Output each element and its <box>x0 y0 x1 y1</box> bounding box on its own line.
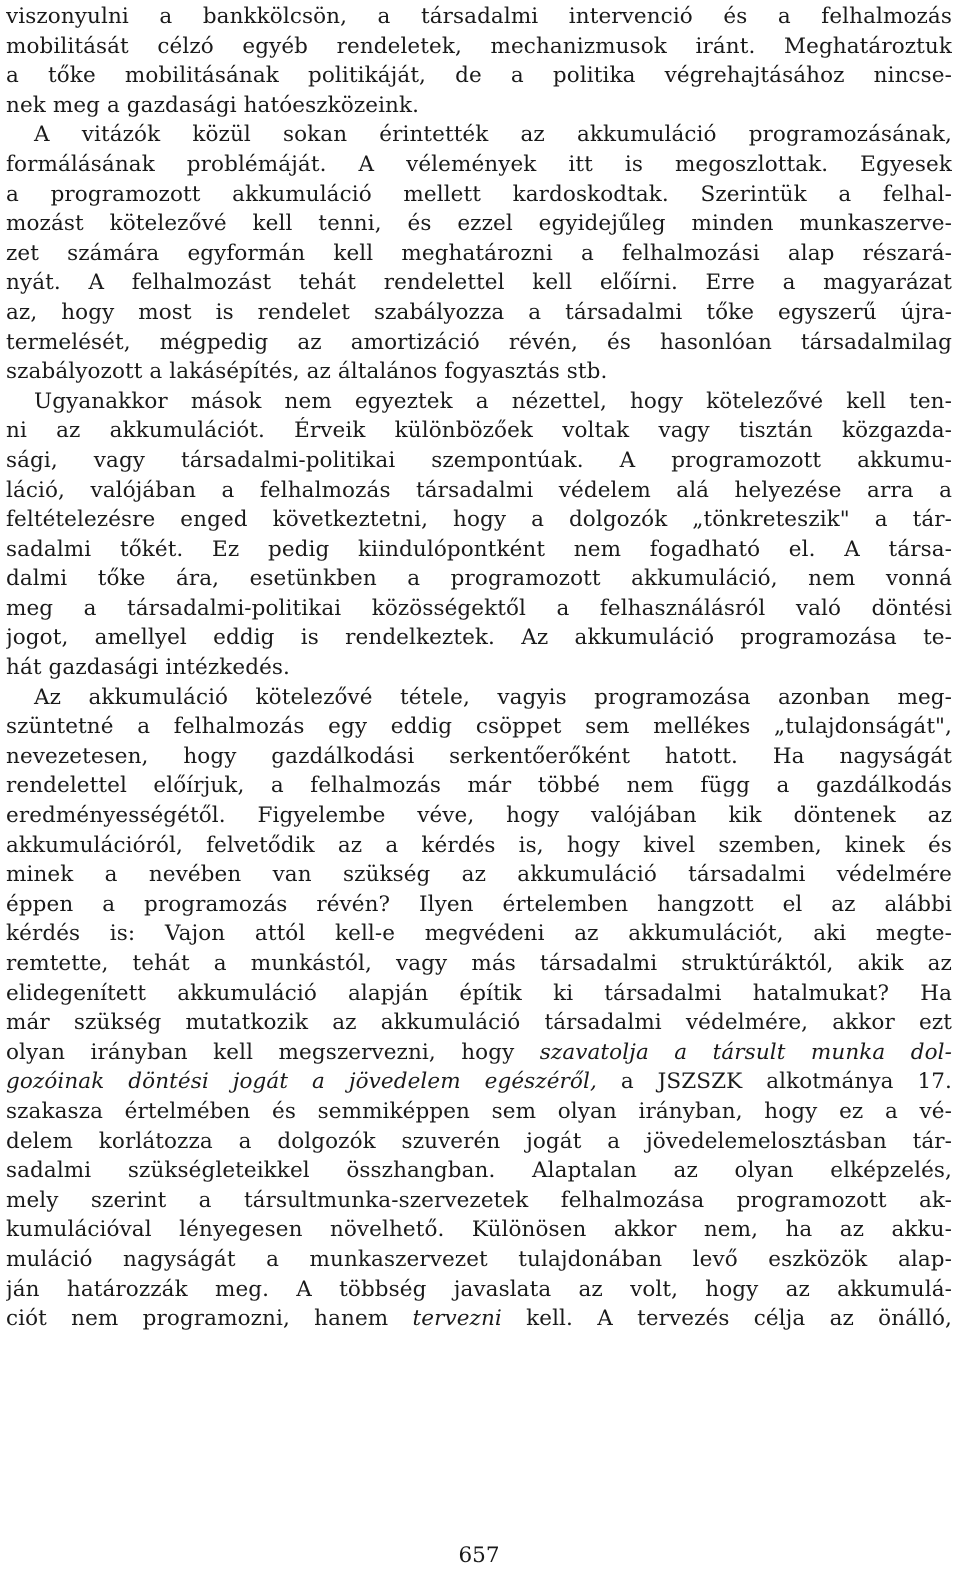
text-line <box>6 446 952 476</box>
line-text: feltételezésre enged következtetni, hogy a dolgozók „tönkreteszik" a tár- <box>6 507 952 533</box>
text-line <box>6 1245 952 1275</box>
text-line <box>6 742 952 772</box>
text-line <box>6 683 952 713</box>
line-text: sadalmi szükségleteikkel összhangban. Alaptalan az olyan elképzelés, <box>6 1158 952 1184</box>
text-line <box>6 890 952 920</box>
line-text: olyan irányban kell megszervezni, hogy <box>6 1039 515 1065</box>
text-line <box>6 268 952 298</box>
text-line <box>6 1008 952 1038</box>
line-text: a programozott akkumuláció mellett kardoskodtak. Szerintük a felhal- <box>6 181 952 207</box>
line-text: dalmi tőke ára, esetünkben a programozott akkumuláció, nem vonná <box>6 566 952 592</box>
text-line <box>6 239 952 269</box>
line-text: szakasza értelmében és semmiképpen sem olyan irányban, hogy ez a vé- <box>6 1098 952 1124</box>
text-line <box>6 387 952 417</box>
text-line <box>6 150 952 180</box>
text-line <box>6 120 952 150</box>
text-line <box>6 1304 952 1334</box>
italic-span: szavatolja a társult munka dol- <box>539 1039 952 1065</box>
text-line <box>6 535 952 565</box>
text-line <box>6 1097 952 1127</box>
line-text: minek a nevében van szükség az akkumuláció társadalmi védelmére <box>6 862 952 888</box>
text-line <box>6 32 952 62</box>
line-text: Az akkumuláció kötelezővé tétele, vagyis programozása azonban meg- <box>34 684 952 710</box>
line-text: remtette, tehát a munkástól, vagy más társadalmi struktúráktól, akik az <box>6 951 952 976</box>
text-line <box>6 1186 952 1216</box>
line-text: delem korlátozza a dolgozók szuverén jogát a jövedelemelosztásban tár- <box>6 1128 952 1154</box>
text-line <box>6 1275 952 1305</box>
line-text: termelését, mégpedig az amortizáció révén, és hasonlóan társadalmilag <box>6 329 952 355</box>
line-text: formálásának problémáját. A vélemények itt is megoszlottak. Egyesek <box>6 151 952 177</box>
line-text: sadalmi tőkét. Ez pedig kiindulópontként nem fogadható el. A társa- <box>6 536 952 562</box>
text-line <box>6 2 952 32</box>
italic-span: gozóinak döntési jogát a jövedelem egészéről, <box>6 1069 597 1095</box>
italic-span: tervezni <box>412 1306 502 1332</box>
line-text: a tőke mobilitásának politikáját, de a politika végrehajtásához nincse- <box>6 63 952 89</box>
text-line <box>6 623 952 653</box>
text-line <box>6 564 952 594</box>
line-text: meg a társadalmi-politikai közösségektől a felhasználásról való döntési <box>6 595 952 621</box>
line-text: szabályozott a lakásépítés, az általános fogyasztás stb. <box>6 359 608 385</box>
line-text: nevezetesen, hogy gazdálkodási serkentőerőként hatott. Ha nagyságát <box>6 743 952 769</box>
line-text: ni az akkumulációt. Érveik különbözőek voltak vagy tisztán közgazda- <box>6 418 952 444</box>
text-line <box>6 91 952 121</box>
text-line <box>6 919 952 949</box>
text-line <box>6 771 952 801</box>
text-line <box>6 831 952 861</box>
body-text <box>6 2 952 1334</box>
line-text: jogot, amellyel eddig is rendelkeztek. Az akkumuláció programozása te- <box>6 625 952 651</box>
line-text: eredményességétől. Figyelembe véve, hogy valójában kik döntenek az <box>6 803 952 829</box>
line-text: szüntetné a felhalmozás egy eddig csöppet sem mellékes „tulajdonságát", <box>6 714 952 740</box>
line-text: mobilitását célzó egyéb rendeletek, mechanizmusok iránt. Meghatároztuk <box>6 33 952 59</box>
text-line <box>6 61 952 91</box>
text-line <box>6 979 952 1009</box>
line-text: elidegenített akkumuláció alapján építik ki társadalmi hatalmukat? Ha <box>6 980 952 1006</box>
text-line <box>6 328 952 358</box>
text-line <box>6 505 952 535</box>
line-text: kérdés is: Vajon attól kell-e megvédeni az akkumulációt, aki megte- <box>6 921 952 947</box>
line-text: az, hogy most is rendelet szabályozza a társadalmi tőke egyszerű újra- <box>6 299 952 325</box>
text-line <box>6 416 952 446</box>
line-text: muláció nagyságát a munkaszervezet tulajdonában levő eszközök alap- <box>6 1246 952 1272</box>
text-line <box>6 209 952 239</box>
text-line <box>6 1067 952 1097</box>
text-line <box>6 476 952 506</box>
text-line <box>6 653 952 683</box>
line-text: viszonyulni a bankkölcsön, a társadalmi intervenció és a felhalmozás <box>6 4 952 29</box>
document-page <box>6 0 952 1589</box>
line-text: a JSZSZK alkotmánya 17. <box>596 1069 952 1095</box>
text-line <box>6 860 952 890</box>
line-text: már szükség mutatkozik az akkumuláció társadalmi védelmére, akkor ezt <box>6 1010 952 1036</box>
text-line <box>6 1156 952 1186</box>
text-line <box>6 801 952 831</box>
page-number: 657 <box>458 1543 500 1568</box>
line-text: sági, vagy társadalmi-politikai szempontúak. A programozott akkumu- <box>6 447 952 473</box>
line-text: Ugyanakkor mások nem egyeztek a nézettel, hogy kötelezővé kell ten- <box>34 388 952 414</box>
line-text: nyát. A felhalmozást tehát rendelettel kell előírni. Erre a magyarázat <box>6 270 952 296</box>
line-text: éppen a programozás révén? Ilyen értelemben hangzott el az alábbi <box>6 891 952 917</box>
line-text: mely szerint a társultmunka-szervezetek felhalmozása programozott ak- <box>6 1187 952 1213</box>
line-text: kumulációval lényegesen növelhető. Különösen akkor nem, ha az akku- <box>6 1217 952 1243</box>
line-text: nek meg a gazdasági hatóeszközeink. <box>6 92 420 118</box>
line-text: láció, valójában a felhalmozás társadalmi védelem alá helyezése arra a <box>6 477 952 503</box>
text-line <box>6 180 952 210</box>
text-line <box>6 1038 952 1068</box>
line-text: rendelettel előírjuk, a felhalmozás már többé nem függ a gazdálkodás <box>6 773 952 799</box>
text-line <box>6 594 952 624</box>
text-line <box>6 712 952 742</box>
line-text: hát gazdasági intézkedés. <box>6 655 290 681</box>
text-line <box>6 949 952 979</box>
text-line <box>6 1127 952 1157</box>
line-text: mozást kötelezővé kell tenni, és ezzel egyidejűleg minden munkaszerve- <box>6 211 952 237</box>
line-text: ján határozzák meg. A többség javaslata az volt, hogy az akkumulá- <box>6 1276 952 1302</box>
line-text: zet számára egyformán kell meghatározni a felhalmozási alap részará- <box>6 240 952 266</box>
line-text: ciót nem programozni, hanem <box>6 1306 389 1332</box>
text-line <box>6 357 952 387</box>
line-text-suffix: kell. A tervezés célja az önálló, <box>501 1306 952 1332</box>
text-line <box>6 1215 952 1245</box>
line-text: A vitázók közül sokan érintették az akkumuláció programozásának, <box>34 122 952 148</box>
text-line <box>6 298 952 328</box>
line-text: akkumulációról, felvetődik az a kérdés is, hogy kivel szemben, kinek és <box>6 832 952 858</box>
